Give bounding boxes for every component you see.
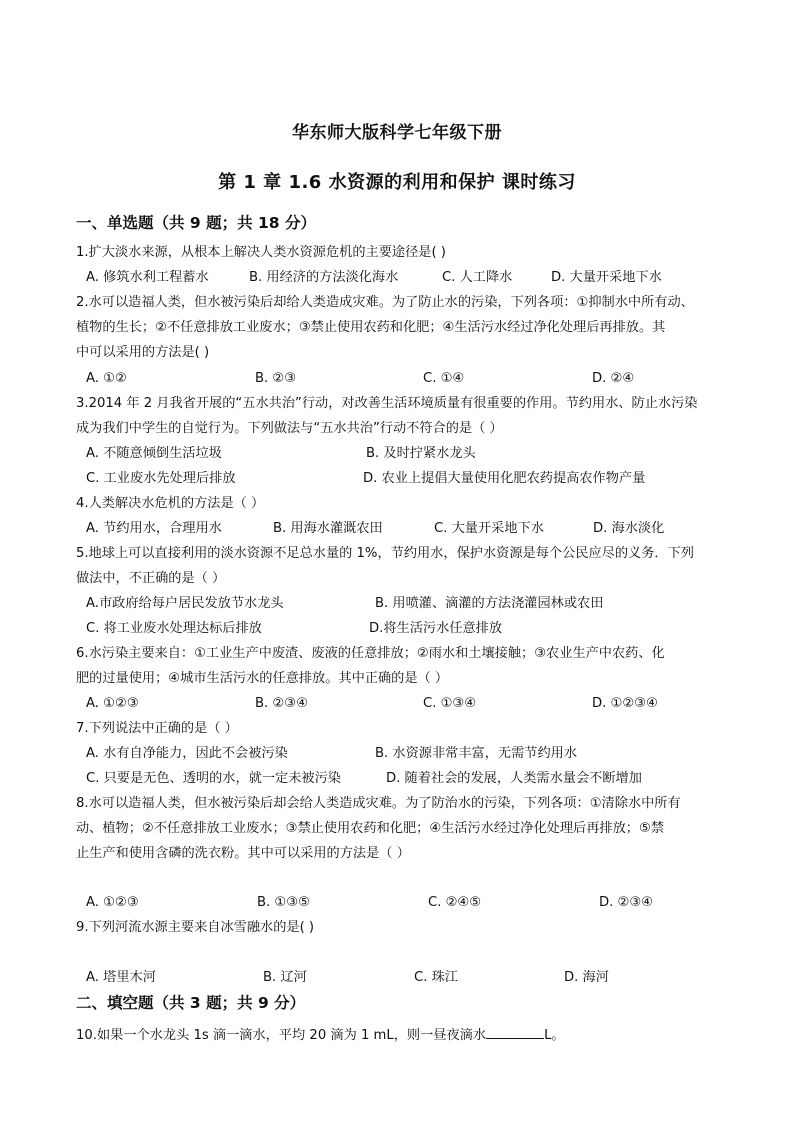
question-1-option-a: A. 修筑水利工程蓄水 <box>86 270 209 285</box>
question-6-option-c: C. ①③④ <box>423 696 477 711</box>
question-9-option-b: B. 辽河 <box>263 970 307 985</box>
question-2-option-c: C. ①④ <box>423 371 465 386</box>
question-2-option-a: A. ①② <box>86 371 127 386</box>
question-4-option-c: C. 大量开采地下水 <box>434 521 544 536</box>
question-8-option-d: D. ②③④ <box>599 895 654 910</box>
question-3-option-c: C. 工业废水先处理后排放 <box>86 471 236 486</box>
question-6-option-b: B. ②③④ <box>255 696 308 711</box>
question-7-option-d: D. 随着社会的发展，人类需水量会不断增加 <box>386 771 642 786</box>
document-subtitle: 第 1 章 1.6 水资源的利用和保护 课时练习 <box>218 172 576 193</box>
question-9-option-c: C. 珠江 <box>414 970 458 985</box>
question-6-stem-line-2: 肥的过量使用；④城市生活污水的任意排放。其中正确的是（ ） <box>76 671 449 686</box>
question-8-option-b: B. ①③⑤ <box>257 895 310 910</box>
question-2-stem-line-1: 2.水可以造福人类，但水被污染后却给人类造成灾难。为了防止水的污染，下列各项：①抑制水中所有动、 <box>76 295 694 310</box>
question-1-option-c: C. 人工降水 <box>442 270 513 285</box>
question-7-option-c: C. 只要是无色、透明的水，就一定未被污染 <box>86 771 341 786</box>
section-heading-fill-blank: 二、填空题（共 3 题；共 9 分） <box>76 994 306 1012</box>
answer-blank[interactable] <box>486 1026 544 1039</box>
question-3-option-a: A. 不随意倾倒生活垃圾 <box>86 446 222 461</box>
question-7-option-b: B. 水资源非常丰富，无需节约用水 <box>375 746 578 761</box>
section-heading-single-choice: 一、单选题（共 9 题；共 18 分） <box>76 214 316 232</box>
question-4-option-a: A. 节约用水，合理用水 <box>86 521 222 536</box>
question-3-option-b: B. 及时拧紧水龙头 <box>366 446 476 461</box>
question-10-line <box>76 1023 726 1048</box>
question-8-stem-line-2: 动、植物；②不任意排放工业废水；③禁止使用农药和化肥；④生活污水经过净化处理后再排放；⑤禁 <box>76 821 664 836</box>
question-2-option-b: B. ②③ <box>255 371 297 386</box>
question-9-option-d: D. 海河 <box>564 970 609 985</box>
document-title: 华东师大版科学七年级下册 <box>292 123 502 143</box>
question-6-stem-line-1: 6.水污染主要来自：①工业生产中废渣、废液的任意排放；②雨水和土壤接触；③农业生产中农药、化 <box>76 646 665 661</box>
question-9-stem: 9.下列河流水源主要来自冰雪融水的是( ) <box>76 920 315 935</box>
question-1-option-b: B. 用经济的方法淡化海水 <box>249 270 399 285</box>
question-4-stem: 4.人类解决水危机的方法是（ ） <box>76 496 265 511</box>
question-1-stem: 1.扩大淡水来源，从根本上解决人类水资源危机的主要途径是( ) <box>76 245 446 260</box>
question-1-option-d: D. 大量开采地下水 <box>551 270 662 285</box>
question-2-option-d: D. ②④ <box>592 371 635 386</box>
question-3-stem-line-1: 3.2014 年 2 月我省开展的“五水共治”行动，对改善生活环境质量有很重要的作用。节约用水、防止水污染 <box>76 396 698 411</box>
question-10-unit: L。 <box>544 1028 565 1043</box>
question-9-option-a: A. 塔里木河 <box>86 970 156 985</box>
question-5-option-c: C. 将工业废水处理达标后排放 <box>86 621 262 636</box>
question-4-option-b: B. 用海水灌溉农田 <box>273 521 383 536</box>
question-5-option-a: A.市政府给每户居民发放节水龙头 <box>86 596 284 611</box>
question-8-stem-line-3: 止生产和使用含磷的洗衣粉。其中可以采用的方法是（ ） <box>76 846 410 861</box>
question-7-option-a: A. 水有自净能力，因此不会被污染 <box>86 746 288 761</box>
question-5-stem-line-2: 做法中，不正确的是（ ） <box>76 571 226 586</box>
question-3-stem-line-2: 成为我们中学生的自觉行为。下列做法与“五水共治”行动不符合的是（ ） <box>76 421 503 436</box>
question-2-stem-line-2: 植物的生长；②不任意排放工业废水；③禁止使用农药和化肥；④生活污水经过净化处理后再排放。其 <box>76 320 666 335</box>
question-6-option-a: A. ①②③ <box>86 696 139 711</box>
question-5-option-d: D.将生活污水任意排放 <box>369 621 503 636</box>
question-3-option-d: D. 农业上提倡大量使用化肥农药提高农作物产量 <box>363 471 646 486</box>
question-5-stem-line-1: 5.地球上可以直接利用的淡水资源不足总水量的 1%，节约用水，保护水资源是每个公民应尽的义务．下列 <box>76 546 694 561</box>
question-8-option-a: A. ①②③ <box>86 895 139 910</box>
question-5-option-b: B. 用喷灌、滴灌的方法浇灌园林或农田 <box>375 596 604 611</box>
question-10-stem: 10.如果一个水龙头 1s 滴一滴水，平均 20 滴为 1 mL，则一昼夜滴水 <box>76 1028 487 1043</box>
question-8-stem-line-1: 8.水可以造福人类，但水被污染后却会给人类造成灾难。为了防治水的污染，下列各项：①清除水中所有 <box>76 796 681 811</box>
question-2-stem-line-3: 中可以采用的方法是( ) <box>76 345 210 360</box>
question-7-stem: 7.下列说法中正确的是（ ） <box>76 721 238 736</box>
question-4-option-d: D. 海水淡化 <box>593 521 665 536</box>
question-8-option-c: C. ②④⑤ <box>428 895 482 910</box>
question-6-option-d: D. ①②③④ <box>592 696 658 711</box>
